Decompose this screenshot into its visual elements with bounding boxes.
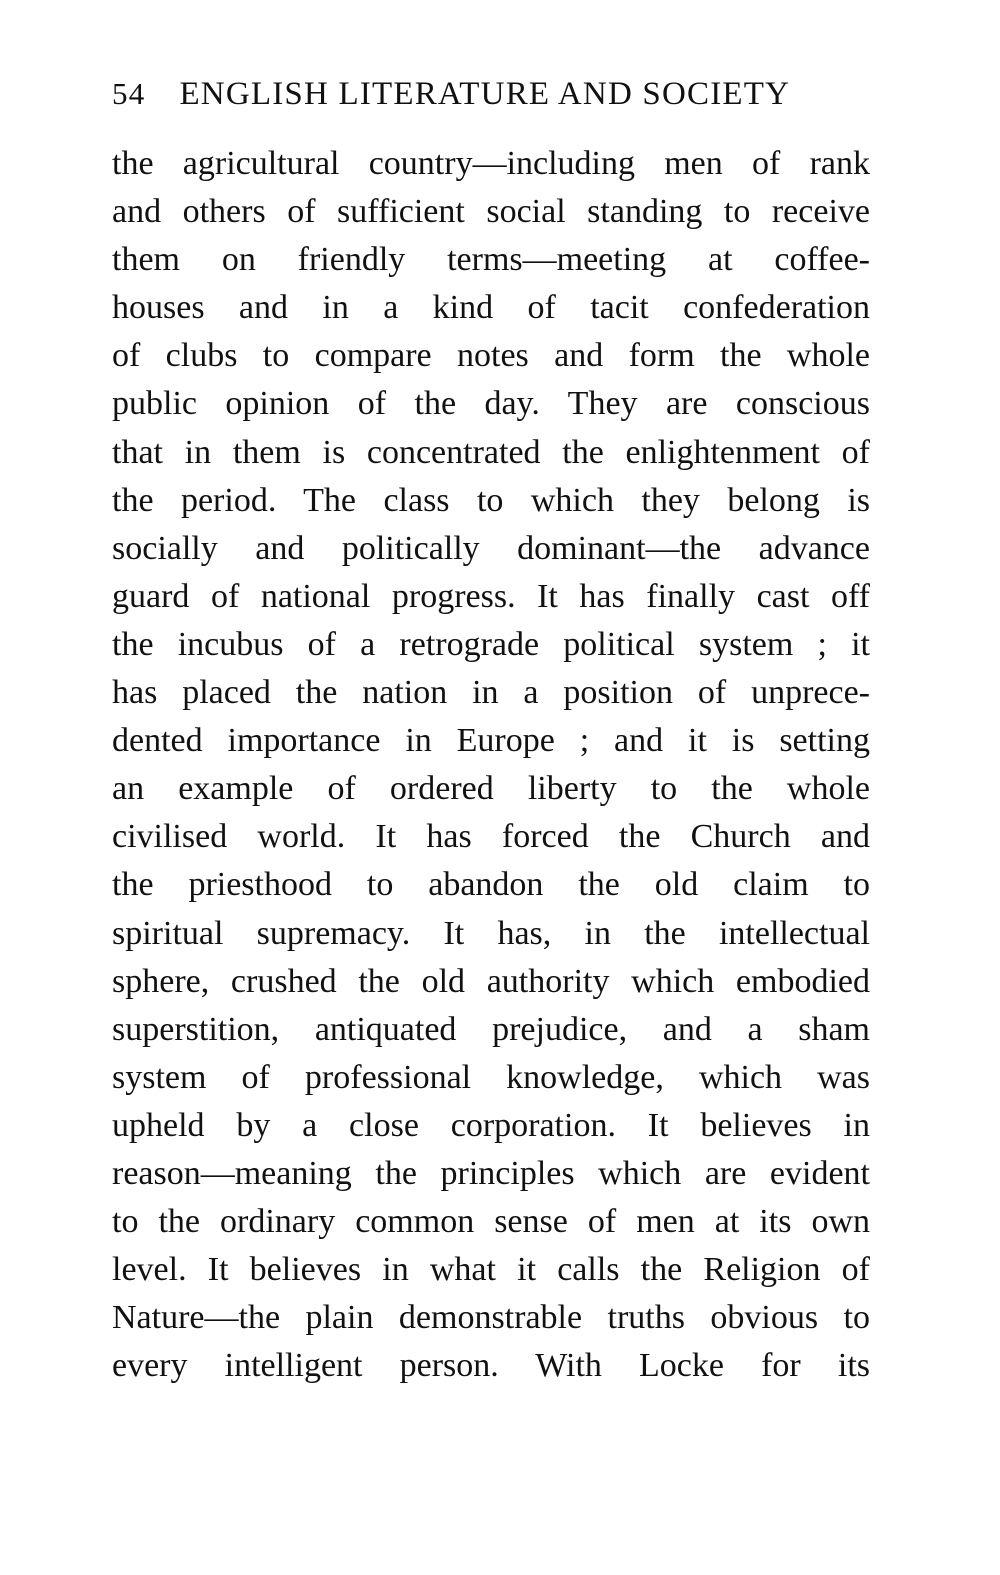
- text-line: dented importance in Europe ; and it is setting: [112, 722, 870, 760]
- text-line: reason—meaning the principles which are evident: [112, 1154, 870, 1192]
- text-line: an example of ordered liberty to the whole: [112, 770, 870, 808]
- running-head: [112, 68, 872, 120]
- text-line: Nature—the plain demonstrable truths obvious to: [112, 1299, 870, 1337]
- text-line: socially and politically dominant—the advance: [112, 529, 870, 567]
- text-line: of clubs to compare notes and form the whole: [112, 337, 870, 375]
- page-number: 54: [112, 76, 146, 111]
- text-line: the incubus of a retrograde political system ; it: [112, 625, 870, 663]
- text-line: houses and in a kind of tacit confederation: [112, 289, 870, 327]
- text-line: them on friendly terms—meeting at coffee-: [112, 241, 870, 279]
- body-text: [112, 140, 870, 1390]
- text-line: the period. The class to which they belong is: [112, 481, 870, 519]
- text-line: has placed the nation in a position of unprece-: [112, 674, 870, 712]
- text-line: to the ordinary common sense of men at its own: [112, 1203, 870, 1241]
- text-line: and others of sufficient social standing to receive: [112, 193, 870, 231]
- text-line: system of professional knowledge, which was: [112, 1058, 870, 1096]
- text-line: public opinion of the day. They are conscious: [112, 385, 870, 423]
- text-line: every intelligent person. With Locke for its: [112, 1347, 870, 1385]
- text-line: the priesthood to abandon the old claim to: [112, 866, 870, 904]
- text-line: guard of national progress. It has finally cast off: [112, 577, 870, 615]
- text-line: level. It believes in what it calls the Religion of: [112, 1251, 870, 1289]
- text-line: upheld by a close corporation. It believes in: [112, 1106, 870, 1144]
- text-line: civilised world. It has forced the Church and: [112, 818, 870, 856]
- text-line: the agricultural country—including men of rank: [112, 145, 870, 182]
- text-line: superstition, antiquated prejudice, and a sham: [112, 1010, 870, 1048]
- text-line: that in them is concentrated the enlightenment of: [112, 433, 870, 471]
- text-line: spiritual supremacy. It has, in the intellectual: [112, 914, 870, 952]
- running-title: ENGLISH LITERATURE AND SOCIETY: [179, 76, 791, 112]
- text-line: sphere, crushed the old authority which embodied: [112, 962, 870, 1000]
